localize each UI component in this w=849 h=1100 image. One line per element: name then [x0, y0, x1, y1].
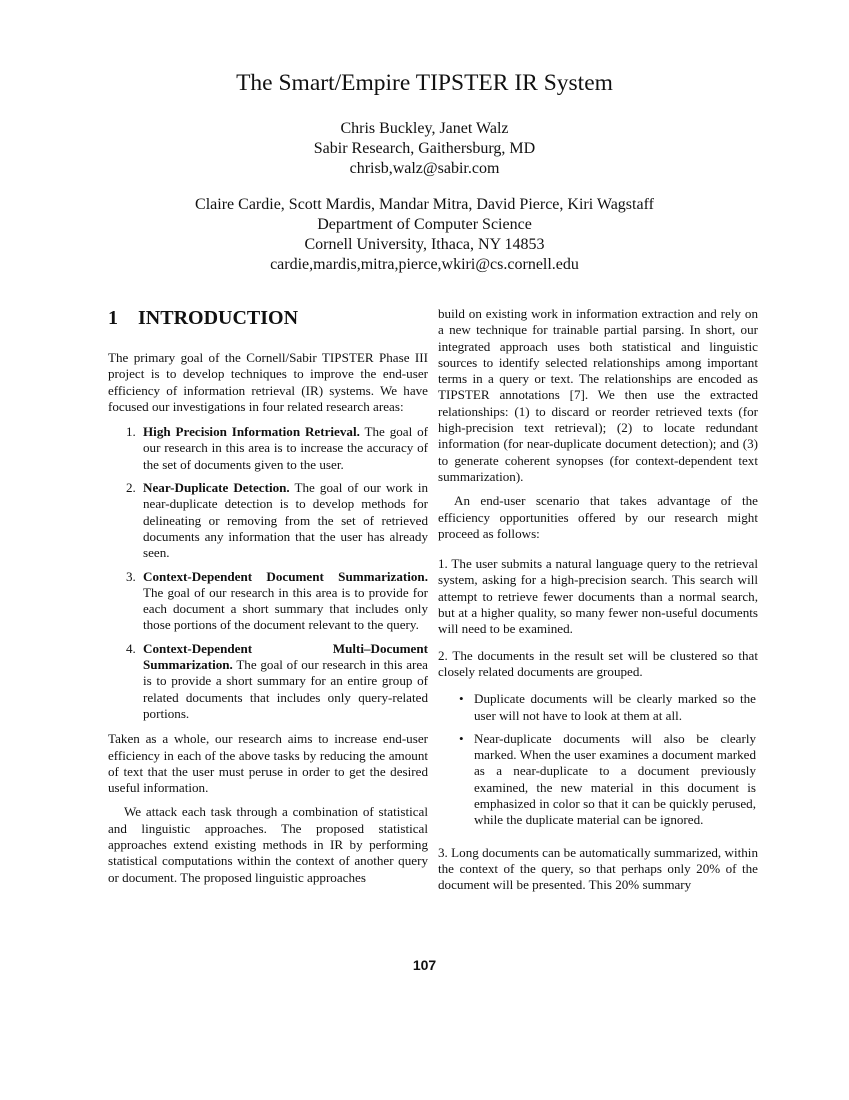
list-item-heading: Near-Duplicate Detection. [143, 480, 290, 496]
author-affiliation: Cornell University, Ithaca, NY 14853 [304, 236, 545, 253]
research-areas-list [108, 424, 428, 722]
scenario-step-2: 2. The documents in the result set will be clustered so that closely related documents are grouped. [438, 647, 758, 679]
list-item [108, 424, 428, 473]
list-item-text: The goal of our research in this area is to increase the accuracy of the set of documents given to the user. [143, 424, 429, 472]
continuation-paragraph: build on existing work in information extraction and rely on a new technique for trainable partial parsing. In short, our integrated approach uses both statistical and linguistic sources to identify selected relationships among important terms in a query or text. The relationships are encoded as TIPSTER annotations [7]. We then use the extracted relationships: (1) to discard or reorder retrieved texts (for high-precision text retrieval); (2) to locate redundant information (for near-duplicate document detection); and (3) to generate coherent synopses (for context-dependent text summarization). [438, 306, 758, 484]
scenario-step-1: 1. The user submits a natural language query to the retrieval system, asking for a high-precision search. This search will attempt to retrieve fewer documents than a normal search, but at a higher quality, so many fewer non-useful documents will need to be examined. [438, 556, 758, 637]
list-item [438, 691, 758, 724]
list-item-text: The goal of our research in this area is to provide for each document a short summary that includes only those portions of the document relevant to the query. [143, 584, 428, 633]
list-item-text: The goal of our work in near-duplicate detection is to develop methods for delineating or removing from the set of retrieved documents any information that the user has already seen. [143, 480, 428, 561]
list-item-heading: Context-Dependent Multi–Document Summarization. [143, 640, 428, 673]
summary-paragraph: Taken as a whole, our research aims to increase end-user efficiency in each of the above tasks by reducing the amount of text that the user must peruse in order to get the desired useful information. [108, 731, 428, 796]
approach-paragraph: We attack each task through a combination of statistical and linguistic approaches. The proposed statistical approaches extend existing methods in IR by performing statistical computations within the context of another query or document. The proposed linguistic approaches [108, 804, 428, 885]
section-title: INTRODUCTION [138, 307, 299, 329]
list-number: 3. [126, 568, 136, 584]
bullet-text: Near-duplicate documents will also be clearly marked. When the user examines a document marked as a near-duplicate to a document previously examined, the new material in this document is emphasized in color so that it can be quickly perused, while the duplicate material can be ignored. [474, 730, 756, 828]
scenario-step-3: 3. Long documents can be automatically summarized, within the context of the query, so that perhaps only 20% of the document will be presented. This 20% summary [438, 844, 758, 893]
author-names: Chris Buckley, Janet Walz [340, 120, 509, 137]
list-item [108, 569, 428, 634]
author-email: cardie,mardis,mitra,pierce,wkiri@cs.cornell.edu [270, 256, 579, 273]
bullet-icon: • [459, 730, 464, 746]
list-number: 4. [126, 640, 136, 656]
bullet-icon: • [459, 691, 464, 707]
page-number: 107 [412, 957, 437, 973]
author-names: Claire Cardie, Scott Mardis, Mandar Mitra, David Pierce, Kiri Wagstaff [195, 196, 654, 213]
list-item [108, 480, 428, 561]
author-block-cornell [0, 195, 849, 275]
author-block-sabir [0, 119, 849, 179]
scenario-paragraph: An end-user scenario that takes advantage of the efficiency opportunities offered by our research might proceed as follows: [438, 493, 758, 541]
list-number: 1. [126, 424, 136, 440]
author-affiliation: Sabir Research, Gaithersburg, MD [313, 140, 536, 157]
list-item-text: The goal of our research in this area is to provide a short summary for an entire group of related documents that includes only query-related portions. [143, 657, 428, 721]
list-item [438, 731, 758, 829]
right-column [438, 306, 758, 902]
left-column [108, 306, 428, 894]
bullet-text: Duplicate documents will be clearly marked so the user will not have to look at them at all. [474, 691, 756, 723]
clustering-bullet-list [438, 691, 758, 828]
paper-title: The Smart/Empire TIPSTER IR System [236, 70, 613, 96]
author-department: Department of Computer Science [317, 216, 532, 233]
author-email: chrisb,walz@sabir.com [349, 160, 500, 177]
list-item-heading: Context-Dependent Document Summarization. [143, 568, 428, 584]
list-number: 2. [126, 480, 136, 496]
section-number: 1 [108, 307, 118, 329]
list-item-heading: High Precision Information Retrieval. [143, 424, 360, 440]
list-item [108, 641, 428, 722]
intro-paragraph: The primary goal of the Cornell/Sabir TIPSTER Phase III project is to develop techniques to improve the end-user efficiency of information retrieval (IR) systems. We have focused our investigations in four related research areas: [108, 350, 428, 414]
section-heading [108, 306, 428, 330]
